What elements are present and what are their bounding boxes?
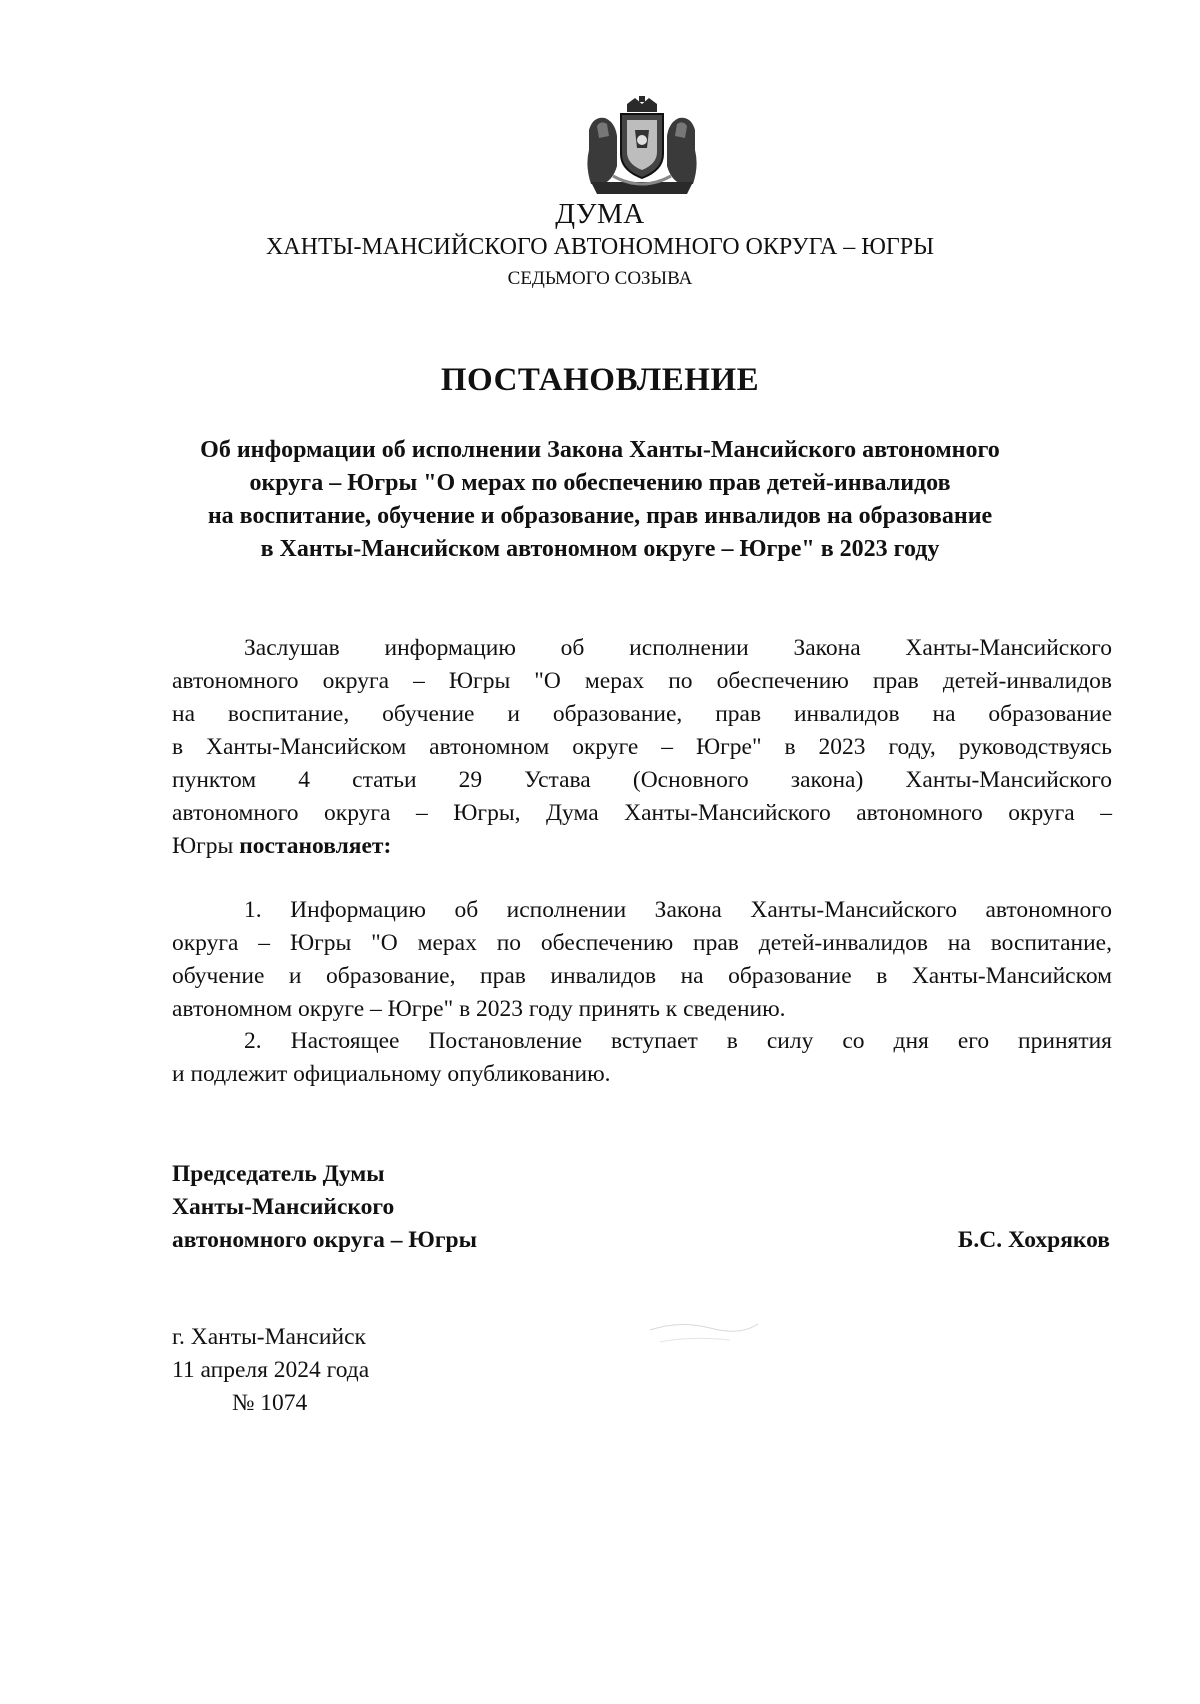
position-line: Председатель Думы [172, 1161, 385, 1187]
paragraph-line: пунктом 4 статьи 29 Устава (Основного закона) Ханты-Мансийского [172, 767, 1112, 793]
convocation-label: СЕДЬМОГО СОЗЫВА [507, 268, 693, 289]
paragraph-line: автономного округа – Югры, Дума Ханты-Мансийского автономного округа – [172, 800, 1112, 826]
paragraph-line: Заслушав информацию об исполнении Закона Ханты-Мансийского [244, 635, 1112, 661]
document-title [150, 434, 1050, 566]
city: г. Ханты-Мансийск [172, 1324, 366, 1350]
clause-2 [172, 1025, 1112, 1091]
preamble-paragraph [172, 632, 1112, 863]
title-line: в Ханты-Мансийском автономном округе – Югре" в 2023 году [260, 536, 940, 562]
paragraph-line: автономного округа – Югры "О мерах по обеспечению прав детей-инвалидов [172, 668, 1112, 694]
paragraph-text: Югры [172, 833, 234, 859]
date: 11 апреля 2024 года [172, 1357, 370, 1383]
region-name: ХАНТЫ-МАНСИЙСКОГО АВТОНОМНОГО ОКРУГА – ЮГРЫ [265, 234, 935, 260]
organization-name: ДУМА [555, 198, 645, 230]
paragraph-line: обучение и образование, прав инвалидов на образование в Ханты-Мансийском [172, 963, 1112, 989]
document-type: ПОСТАНОВЛЕНИЕ [440, 362, 760, 398]
paragraph-line: автономном округе – Югре" в 2023 году принять к сведению. [172, 996, 786, 1022]
paragraph-line: 2. Настоящее Постановление вступает в силу со дня его принятия [244, 1028, 1112, 1054]
faint-signature-mark [640, 1290, 760, 1350]
clause-1 [172, 894, 1112, 1026]
document-number: № 1074 [232, 1390, 308, 1416]
title-line: Об информации об исполнении Закона Ханты-Мансийского автономного [200, 437, 1000, 463]
signatory-name: Б.С. Хохряков [957, 1227, 1110, 1253]
title-line: на воспитание, обучение и образование, прав инвалидов на образование [207, 503, 993, 529]
paragraph-line [172, 830, 1112, 863]
position-line: автономного округа – Югры [172, 1227, 477, 1253]
place-and-date [172, 1321, 369, 1420]
title-line: округа – Югры "О мерах по обеспечению прав детей-инвалидов [249, 470, 951, 496]
decision-word: постановляет: [239, 833, 392, 859]
signatory-position [172, 1158, 477, 1257]
position-line: Ханты-Мансийского [172, 1194, 395, 1220]
coat-of-arms-icon [583, 96, 701, 196]
paragraph-line: на воспитание, обучение и образование, прав инвалидов на образование [172, 701, 1112, 727]
paragraph-line: и подлежит официальному опубликованию. [172, 1061, 611, 1087]
paragraph-line: округа – Югры "О мерах по обеспечению прав детей-инвалидов на воспитание, [172, 930, 1112, 956]
paragraph-line: в Ханты-Мансийском автономном округе – Югре" в 2023 году, руководствуясь [172, 734, 1112, 760]
paragraph-line: 1. Информацию об исполнении Закона Ханты-Мансийского автономного [244, 897, 1112, 923]
